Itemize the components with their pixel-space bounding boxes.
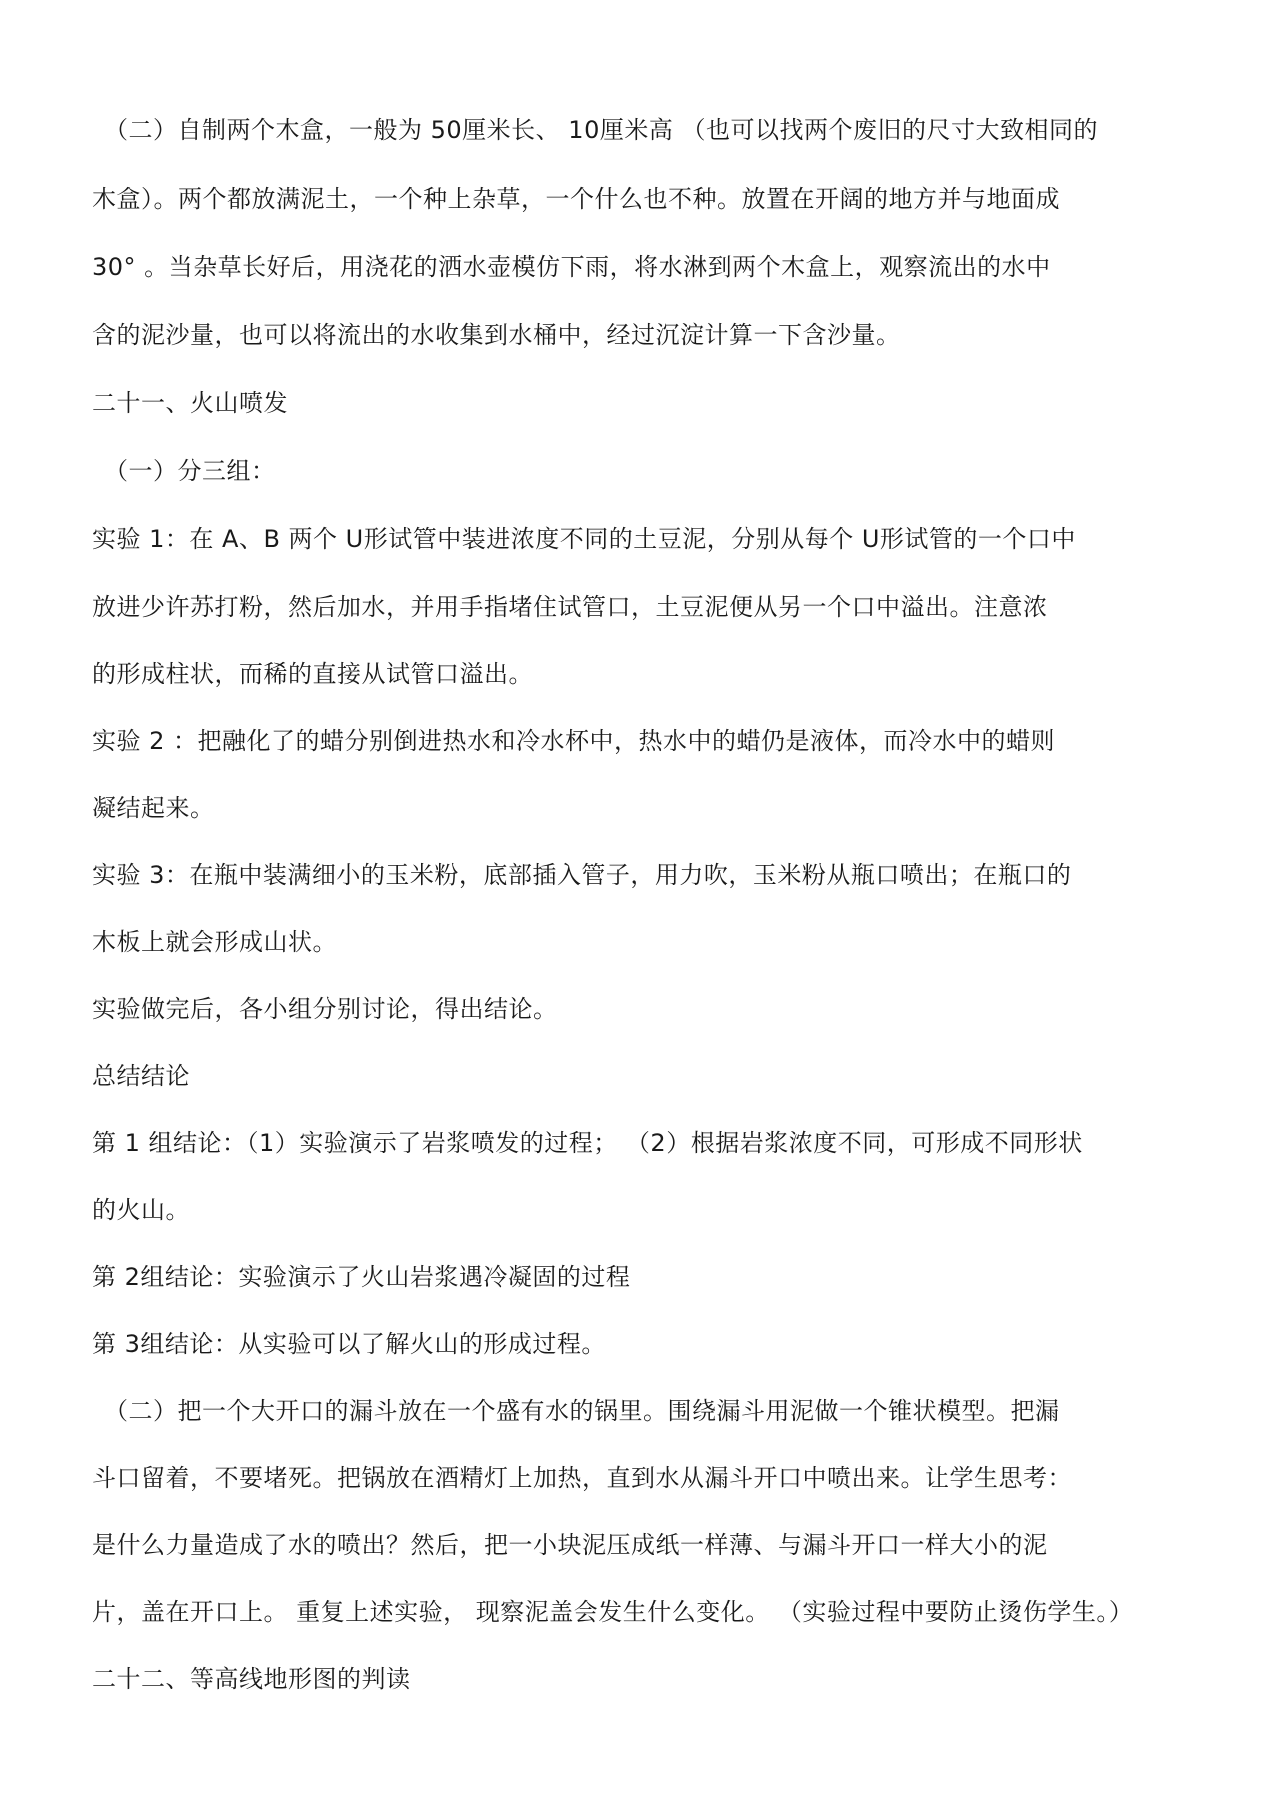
paragraph-line: 凝结起来。: [92, 794, 215, 822]
paragraph-line: 放进少许苏打粉，然后加水，并用手指堵住试管口，土豆泥便从另一个口中溢出。注意浓: [92, 593, 1048, 621]
paragraph-line: 的形成柱状，而稀的直接从试管口溢出。: [92, 660, 533, 688]
paragraph-line: 30° 。当杂草长好后，用浇花的洒水壶模仿下雨，将水淋到两个木盒上，观察流出的水中: [92, 253, 1051, 281]
paragraph-line: 木盒）。两个都放满泥土，一个种上杂草，一个什么也不种。放置在开阔的地方并与地面成: [92, 185, 1060, 213]
paragraph-line: 实验 3：在瓶中装满细小的玉米粉，底部插入管子，用力吹，玉米粉从瓶口喷出；在瓶口的: [92, 861, 1072, 889]
section-heading: 总结结论: [92, 1062, 190, 1090]
paragraph-line: 片，盖在开口上。 重复上述实验， 现察泥盖会发生什么变化。 （实验过程中要防止烫伤学生。）: [92, 1598, 1134, 1626]
paragraph-line: （二）自制两个木盒，一般为 50厘米长、 10厘米高 （也可以找两个废旧的尺寸大致相同的: [104, 116, 1098, 144]
section-heading: 二十一、火山喷发: [92, 389, 288, 417]
paragraph-line: 斗口留着，不要堵死。把锅放在酒精灯上加热，直到水从漏斗开口中喷出来。让学生思考：: [92, 1464, 1072, 1492]
paragraph-line: 的火山。: [92, 1196, 190, 1224]
section-heading: 二十二、等高线地形图的判读: [92, 1665, 411, 1693]
paragraph-line: 第 3组结论：从实验可以了解火山的形成过程。: [92, 1330, 606, 1358]
paragraph-line: 第 2组结论：实验演示了火山岩浆遇冷凝固的过程: [92, 1263, 631, 1291]
paragraph-line: 实验做完后，各小组分别讨论，得出结论。: [92, 995, 558, 1023]
paragraph-line: 含的泥沙量，也可以将流出的水收集到水桶中，经过沉淀计算一下含沙量。: [92, 321, 901, 349]
paragraph-line: 第 1 组结论：（1）实验演示了岩浆喷发的过程； （2）根据岩浆浓度不同，可形成不同形状: [92, 1129, 1083, 1157]
paragraph-line: 是什么力量造成了水的喷出？然后，把一小块泥压成纸一样薄、与漏斗开口一样大小的泥: [92, 1531, 1048, 1559]
paragraph-line: 实验 2 ：把融化了的蜡分别倒进热水和冷水杯中，热水中的蜡仍是液体，而冷水中的蜡则: [92, 727, 1056, 755]
paragraph-line: 实验 1：在 A、B 两个 U形试管中装进浓度不同的土豆泥，分别从每个 U形试管的一个口中: [92, 525, 1076, 553]
subsection-heading: （一）分三组：: [104, 457, 276, 485]
paragraph-line: （二）把一个大开口的漏斗放在一个盛有水的锅里。围绕漏斗用泥做一个锥状模型。把漏: [104, 1397, 1060, 1425]
paragraph-line: 木板上就会形成山状。: [92, 928, 337, 956]
